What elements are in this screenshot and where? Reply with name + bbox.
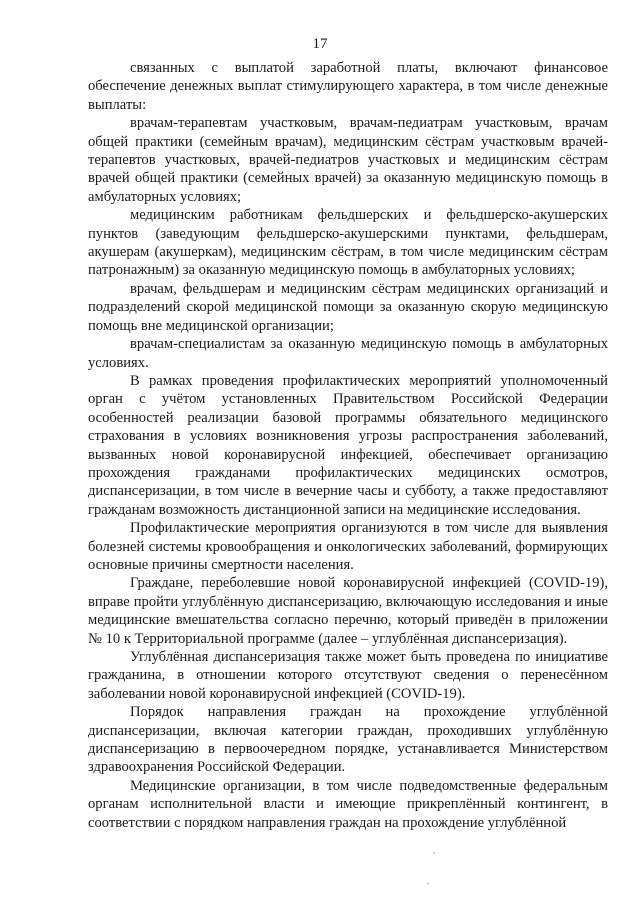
paragraph-initiative: Углублённая диспансеризация также может быть проведена по инициативе гражданина, в отношении которого отсутствуют сведения о перенесённом заболевании новой коронавирусной инфекцией (COVID-19). (88, 649, 608, 702)
page-number: 17 (312, 36, 328, 52)
paragraph-covid-citizens: Граждане, переболевшие новой коронавирусной инфекцией (COVID-19), вправе пройти углублённую диспансеризацию, включающую исследования и иные медицинские вмешательства согласно перечню, который приведён в приложении № 10 к Территориальной программе (далее – углублённая диспансеризация). (88, 575, 608, 647)
paragraph-continuation: связанных с выплатой заработной платы, включают финансовое обеспечение денежных выплат стимулирующего характера, в том числе денежные выплаты: (88, 60, 608, 113)
paragraph-therapists: врачам-терапевтам участковым, врачам-педиатрам участковым, врачам общей практики (семейным врачам), медицинским сёстрам участковым врачей-терапевтов участковых, врачей-педиатров участковых и медицинским сёстрам врачей общей практики (семейных врачей) за оказанную медицинскую помощь в амбулаторных условиях; (88, 115, 608, 205)
scan-speck: ˎ (426, 874, 431, 885)
paragraph-medical-organizations: Медицинские организации, в том числе подведомственные федеральным органам исполнительной власти и имеющие прикреплённый контингент, в соответствии с порядком направления граждан на прохождение углублённой (88, 777, 608, 831)
document-body (88, 59, 608, 832)
paragraph-procedure: Порядок направления граждан на прохождение углублённой диспансеризации, включая категории граждан, проходивших углублённую диспансеризацию в первоочередном порядке, устанавливается Министерством здравоохранения Российской Федерации. (88, 704, 608, 776)
paragraph-specialists: врачам-специалистам за оказанную медицинскую помощь в амбулаторных условиях. (88, 336, 608, 371)
paragraph-preventive-goals: Профилактические мероприятия организуются в том числе для выявления болезней системы кровообращения и онкологических заболеваний, формирующих основные причины смертности населения. (88, 520, 608, 573)
scan-speck: ` (432, 852, 437, 863)
paragraph-feldsher-points: медицинским работникам фельдшерских и фельдшерско-акушерских пунктов (заведующим фельдшерско-акушерскими пунктами, фельдшерам, акушерам (акушеркам), медицинским сёстрам, в том числе медицинским сёстрам патронажным) за оказанную медицинскую помощь в амбулаторных условиях; (88, 207, 608, 279)
paragraph-emergency: врачам, фельдшерам и медицинским сёстрам медицинских организаций и подразделений скорой медицинской помощи за оказанную скорую медицинскую помощь вне медицинской организации; (88, 280, 608, 334)
paragraph-preventive-measures: В рамках проведения профилактических мероприятий уполномоченный орган с учётом установленных Правительством Российской Федерации особенностей реализации базовой программы обязательного медицинского страхования в условиях возникновения угрозы распространения заболеваний, вызванных новой коронавирусной инфекцией, обеспечивает организацию прохождения гражданами профилактических медицинских осмотров, диспансеризации, в том числе в вечерние часы и субботу, а также предоставляют гражданам возможность дистанционной записи на медицинские исследования. (88, 372, 608, 518)
